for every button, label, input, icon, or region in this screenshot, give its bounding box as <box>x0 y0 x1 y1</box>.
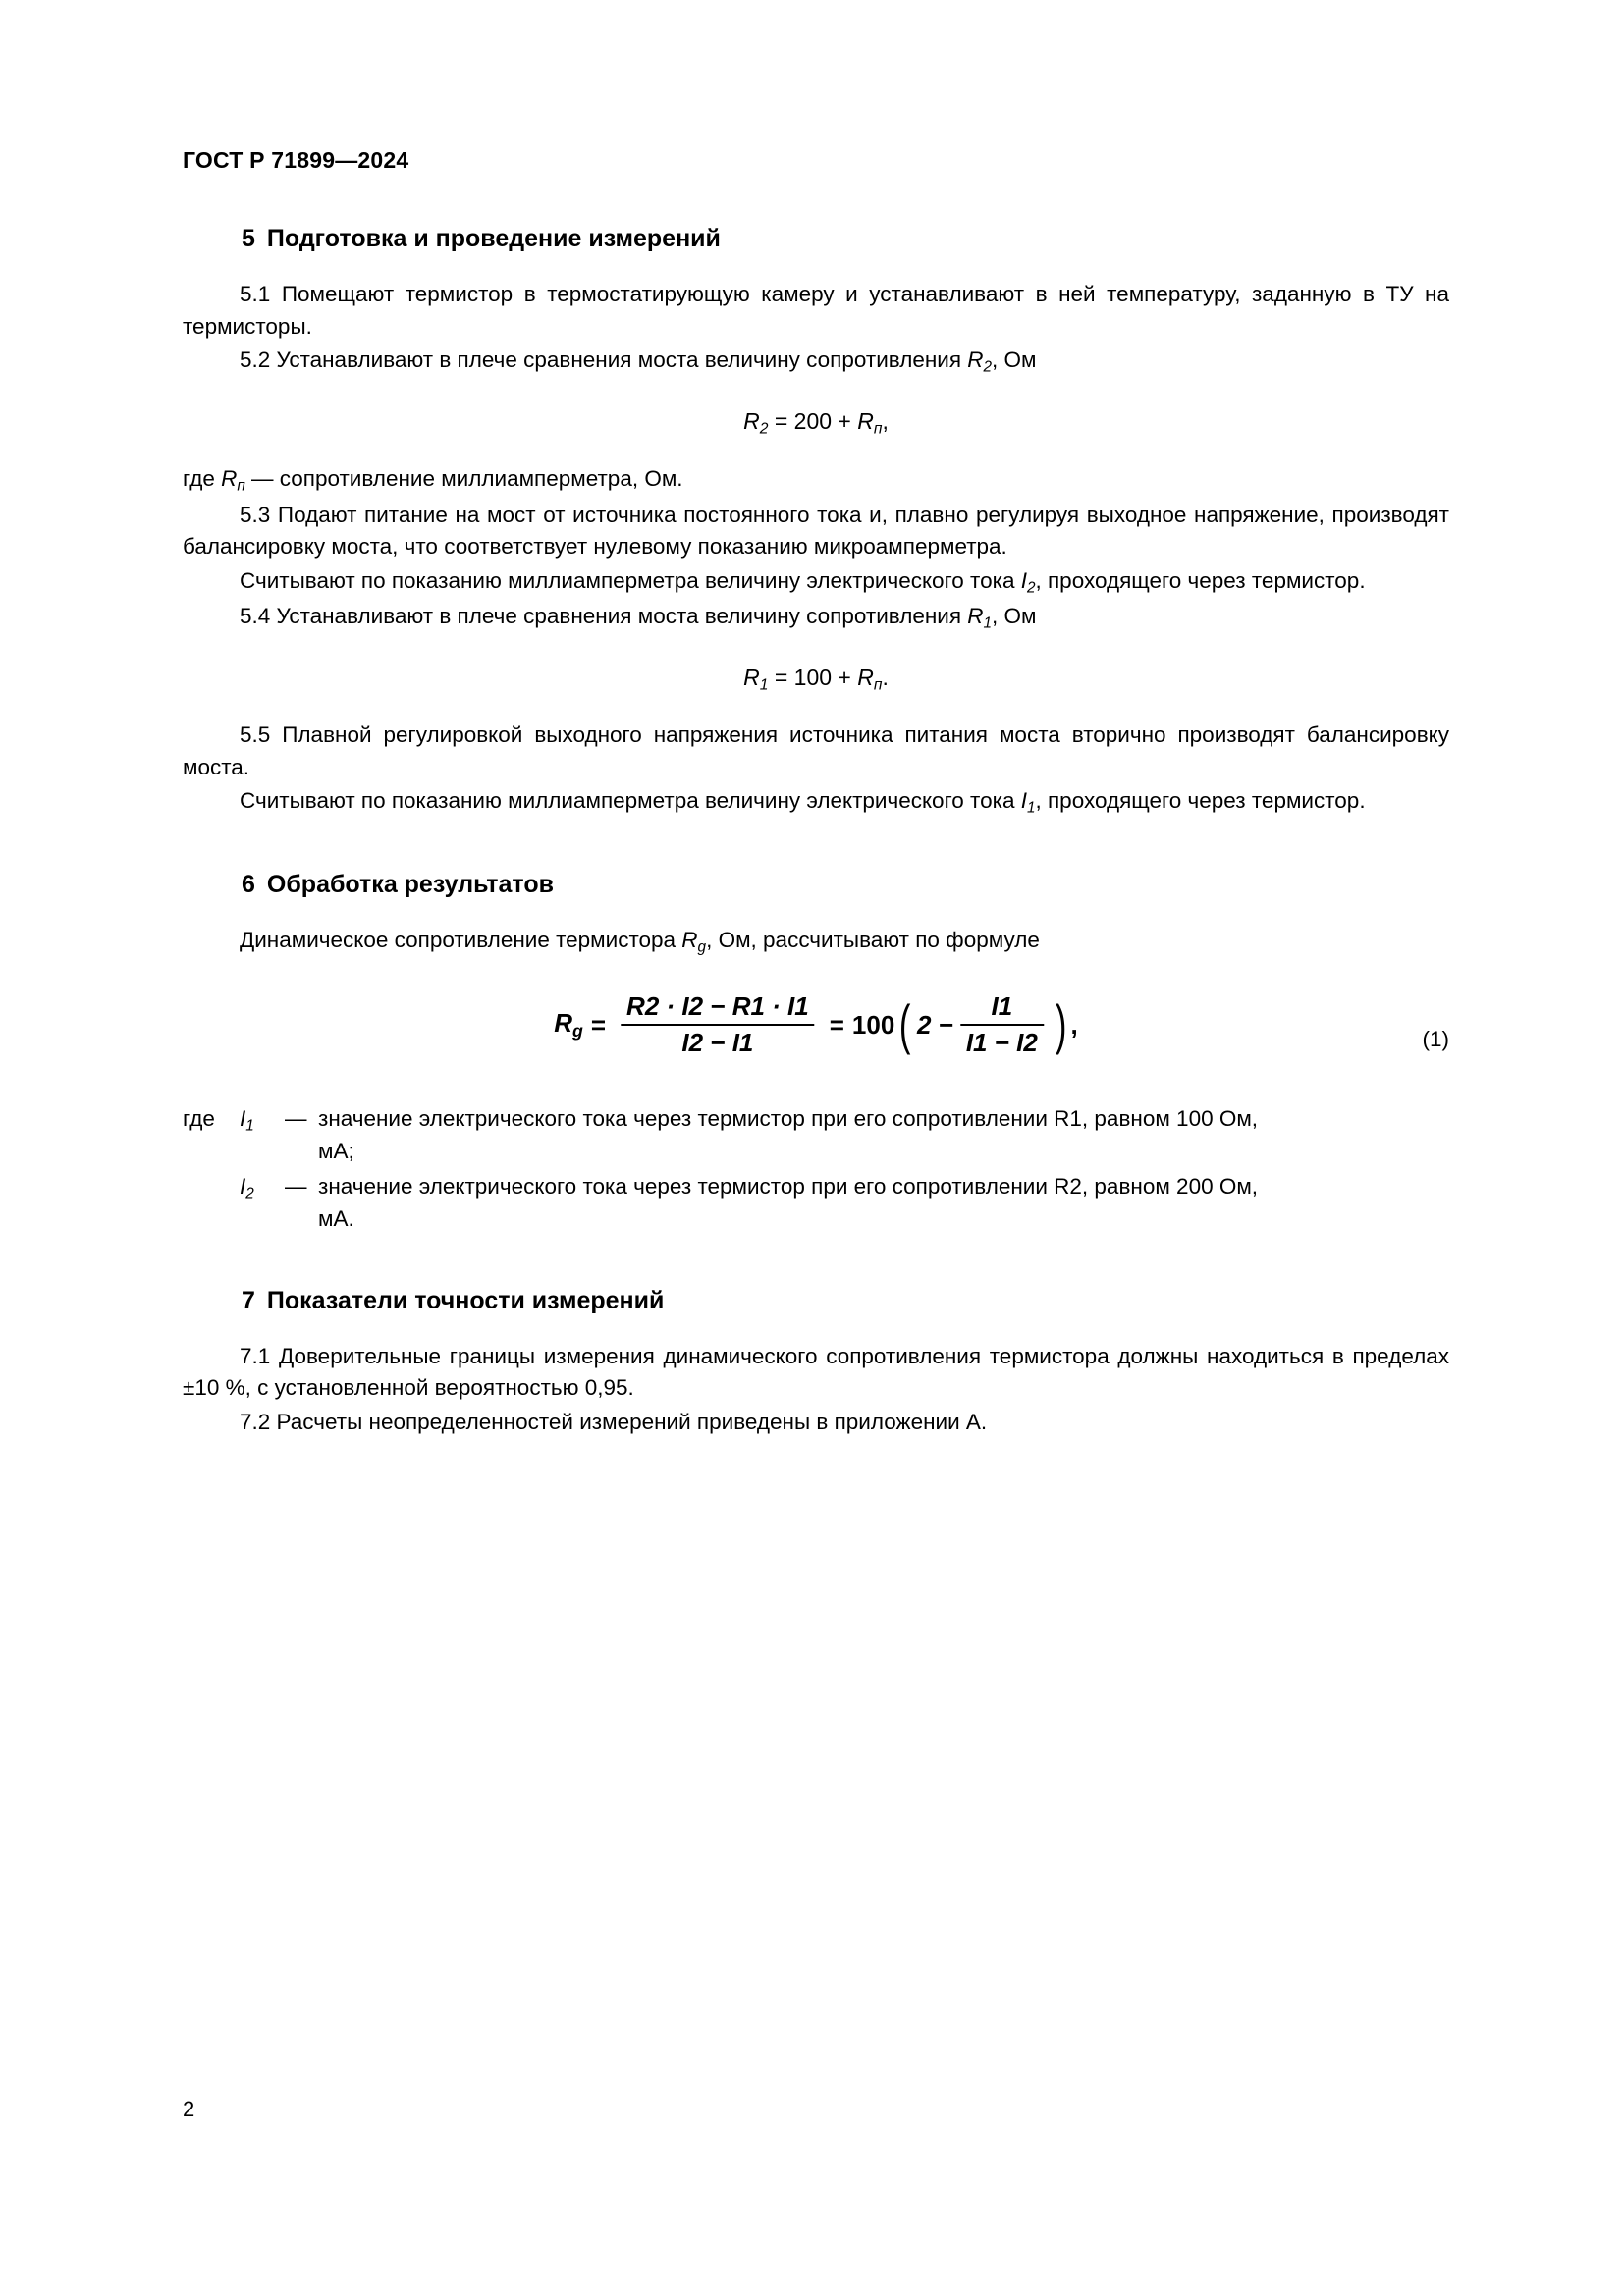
paragraph-5-4-post: , Ом <box>992 604 1037 629</box>
paragraph-7-2: 7.2 Расчеты неопределенностей измерений приведены в приложении А. <box>240 1409 988 1434</box>
formula-r1-period: . <box>882 664 889 690</box>
formula-r1 <box>183 665 1449 694</box>
section-number-6: 6 <box>242 870 255 898</box>
paragraph-5-5-b <box>183 785 1449 819</box>
paragraph-5-5: 5.5 Плавной регулировкой выходного напряжения источника питания моста вторично производят балансировку моста. <box>183 722 1449 779</box>
symbol-r1: $R_1$ <box>967 604 993 632</box>
symbol-i1: $I_1$ <box>1020 788 1036 817</box>
formula-r1-body: = 100 + <box>774 664 858 690</box>
formula-1-fraction-2 <box>960 991 1044 1058</box>
formula-1-lhs: $R_g$ <box>554 1008 583 1041</box>
symbol-i2: $I_2$ <box>1020 567 1036 597</box>
section-number-7: 7 <box>242 1286 255 1314</box>
paragraph-5-3-b-post: , проходящего через термистор. <box>1035 567 1366 593</box>
symbol-rg: $R_g$ <box>681 927 707 956</box>
definition-text-i1-main: значение электрического тока через термистор при его сопротивлении R1, равном 100 Ом, <box>318 1106 1259 1132</box>
formula-1-inner-lead: 2 − <box>916 1009 953 1040</box>
definition-symbol-i2: $I_2$ <box>240 1174 254 1202</box>
page-number: 2 <box>183 2097 195 2121</box>
formula-1-equals-2: = <box>829 1009 844 1040</box>
definition-dash: — <box>285 1106 307 1132</box>
formula-1-numerator-2: I1 <box>991 991 1013 1022</box>
formula-1-equals-1: = <box>590 1009 607 1040</box>
definition-row <box>183 1171 1449 1235</box>
formula-1-denominator-1: I2 − I1 <box>681 1028 754 1058</box>
definition-row <box>183 1103 1449 1167</box>
definition-text-i1-second: мА; <box>318 1138 354 1163</box>
paragraph-6-intro-post: , Ом, рассчитывают по формуле <box>706 927 1040 952</box>
symbol-rp: $R_п$ <box>221 466 245 495</box>
definition-text-i1 <box>318 1103 1449 1167</box>
formula-1-numerator-1: R2 · I2 − R1 · I1 <box>626 991 809 1022</box>
formula-1 <box>554 991 1077 1058</box>
section-title-5: Подготовка и проведение измерений <box>266 225 721 252</box>
paragraph-5-2 <box>183 345 1449 378</box>
formula-r2-lhs: $R_2$ <box>743 407 769 438</box>
page-content <box>183 0 1449 1439</box>
formula-r1-lhs: $R_1$ <box>743 664 769 694</box>
formula-1-number: (1) <box>1422 1027 1449 1052</box>
paragraph-5-4-pre: 5.4 Устанавливают в плече сравнения моста величину сопротивления <box>240 604 968 629</box>
formula-1-paren-close: ) <box>1055 992 1066 1055</box>
definition-dash: — <box>285 1174 307 1200</box>
formula-1-coefficient: 100 <box>851 1009 895 1040</box>
section-number-5: 5 <box>242 225 255 252</box>
paragraph-where-rp <box>183 463 1449 497</box>
paragraph-5-2-post: , Ом <box>992 347 1037 373</box>
paragraph-5-2-pre: 5.2 Устанавливают в плече сравнения моста величину сопротивления <box>240 347 968 373</box>
section-heading-7 <box>242 1287 1449 1315</box>
paragraph-7-1: 7.1 Доверительные границы измерения динамического сопротивления термистора должны находиться в пределах ±10 %, с установленной вероятностью 0,95. <box>183 1343 1449 1401</box>
formula-1-tail: , <box>1070 1009 1078 1040</box>
definition-symbol-i1: $I_1$ <box>240 1106 254 1135</box>
section-title-6: Обработка результатов <box>266 870 554 898</box>
where-rp-text: — сопротивление миллиамперметра, Ом. <box>244 466 683 492</box>
paragraph-5-4 <box>183 601 1449 634</box>
formula-r1-rp: $R_п$ <box>857 664 883 694</box>
definition-text-i2-second: мА. <box>318 1206 354 1232</box>
section-heading-5 <box>242 225 1449 253</box>
paragraph-5-1: 5.1 Помещают термистор в термостатирующую камеру и устанавливают в ней температуру, заданную в ТУ на термисторы. <box>183 282 1449 339</box>
section-heading-6 <box>242 871 1449 899</box>
where-word: где <box>183 466 222 492</box>
formula-1-definitions <box>183 1103 1449 1236</box>
definition-lead-word: где <box>183 1106 215 1132</box>
formula-r2 <box>183 408 1449 438</box>
symbol-r2: $R_2$ <box>967 347 993 376</box>
formula-r2-body: = 200 + <box>774 407 858 434</box>
paragraph-5-3: 5.3 Подают питание на мост от источника постоянного тока и, плавно регулируя выходное напряжение, производят балансировку моста, что соответствует нулевому показанию микроамперметра. <box>183 502 1449 560</box>
document-standard-header: ГОСТ Р 71899—2024 <box>183 147 409 173</box>
paragraph-5-3-b-pre: Считывают по показанию миллиамперметра величину электрического тока <box>240 567 1021 593</box>
section-title-7: Показатели точности измерений <box>266 1286 665 1314</box>
definition-text-i2 <box>318 1171 1449 1235</box>
paragraph-5-3-b <box>183 565 1449 599</box>
formula-1-denominator-2: I1 − I2 <box>965 1028 1038 1058</box>
formula-1-paren-open: ( <box>898 992 911 1055</box>
definition-lead-empty <box>183 1171 240 1235</box>
paragraph-5-5-b-pre: Считывают по показанию миллиамперметра величину электрического тока <box>240 788 1021 814</box>
formula-1-fraction-1 <box>621 991 815 1058</box>
formula-r2-comma: , <box>882 407 889 434</box>
paragraph-6-intro <box>183 925 1449 958</box>
formula-1-wrapper <box>183 991 1449 1082</box>
definition-text-i2-main: значение электрического тока через термистор при его сопротивлении R2, равном 200 Ом, <box>318 1174 1259 1200</box>
formula-r2-rp: $R_п$ <box>857 407 883 438</box>
paragraph-6-intro-pre: Динамическое сопротивление термистора <box>240 927 682 952</box>
paragraph-5-5-b-post: , проходящего через термистор. <box>1035 788 1366 814</box>
